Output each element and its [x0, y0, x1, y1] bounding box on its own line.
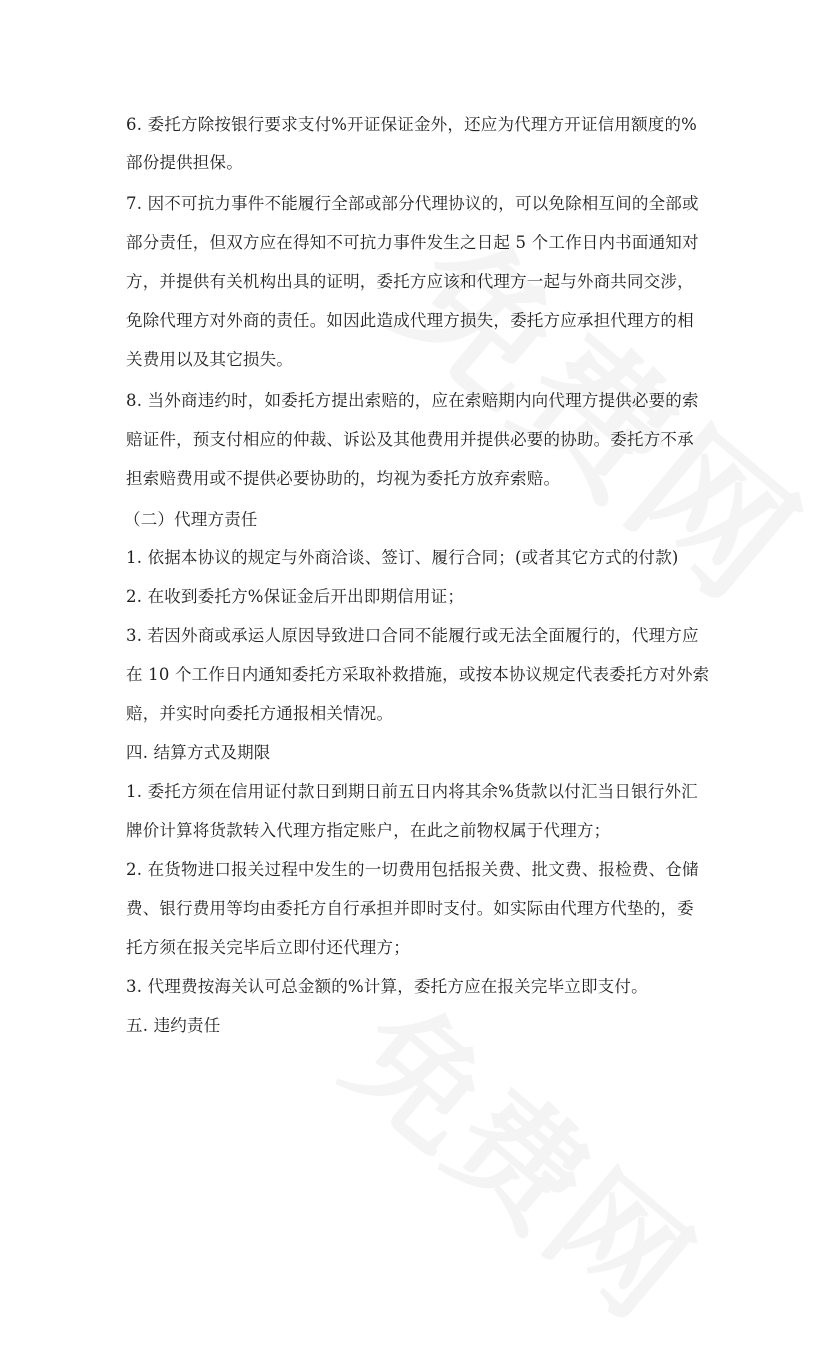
clause-8-line-2: 赔证件，预支付相应的仲裁、诉讼及其他费用并提供必要的协助。委托方不承 — [126, 430, 694, 449]
clause-7-line-2: 部分责任，但双方应在得知不可抗力事件发生之日起 5 个工作日内书面通知对 — [126, 233, 699, 252]
settlement-1-line-2: 牌价计算将货款转入代理方指定账户，在此之前物权属于代理方； — [126, 821, 611, 840]
settlement-1-line-1: 1. 委托方须在信用证付款日到期日前五日内将其余%货款以付汇当日银行外汇 — [126, 782, 698, 801]
agent-duty-2-line-1: 2. 在收到委托方%保证金后开出即期信用证； — [126, 587, 465, 606]
section-agent-duties-heading: （二）代理方责任 — [124, 510, 258, 529]
clause-7-line-4: 免除代理方对外商的责任。如因此造成代理方损失，委托方应承担代理方的相 — [126, 311, 694, 330]
section-breach-heading: 五. 违约责任 — [126, 1016, 221, 1035]
settlement-2-line-1: 2. 在货物进口报关过程中发生的一切费用包括报关费、批文费、报检费、仓储 — [126, 860, 699, 879]
agent-duty-3-line-1: 3. 若因外商或承运人原因导致进口合同不能履行或无法全面履行的，代理方应 — [126, 626, 699, 645]
section-settlement-heading: 四. 结算方式及期限 — [126, 743, 271, 762]
agent-duty-1-line-1: 1. 依据本协议的规定与外商洽谈、签订、履行合同；(或者其它方式的付款) — [126, 548, 679, 567]
settlement-2-line-3: 托方须在报关完毕后立即付还代理方； — [126, 938, 410, 957]
settlement-2-line-2: 费、银行费用等均由委托方自行承担并即时支付。如实际由代理方代垫的，委 — [126, 899, 694, 918]
settlement-3-line-1: 3. 代理费按海关认可总金额的%计算，委托方应在报关完毕立即支付。 — [126, 977, 648, 996]
clause-7-line-1: 7. 因不可抗力事件不能履行全部或部分代理协议的，可以免除相互间的全部或 — [126, 194, 699, 213]
agent-duty-3-line-2: 在 10 个工作日内通知委托方采取补救措施，或按本协议规定代表委托方对外索 — [126, 665, 710, 684]
clause-7-line-5: 关费用以及其它损失。 — [126, 350, 293, 369]
clause-6-line-2: 部份提供担保。 — [126, 153, 243, 172]
clause-6-line-1: 6. 委托方除按银行要求支付%开证保证金外，还应为代理方开证信用额度的% — [126, 115, 698, 134]
clause-8-line-3: 担索赔费用或不提供必要协助的，均视为委托方放弃索赔。 — [126, 469, 561, 488]
agent-duty-3-line-3: 赔，并实时向委托方通报相关情况。 — [126, 704, 394, 723]
watermark-icon — [316, 957, 735, 1350]
clause-8-line-1: 8. 当外商违约时，如委托方提出索赔的，应在索赔期内向代理方提供必要的索 — [126, 391, 699, 410]
clause-7-line-3: 方，并提供有关机构出具的证明，委托方应该和代理方一起与外商共同交涉， — [126, 272, 694, 291]
